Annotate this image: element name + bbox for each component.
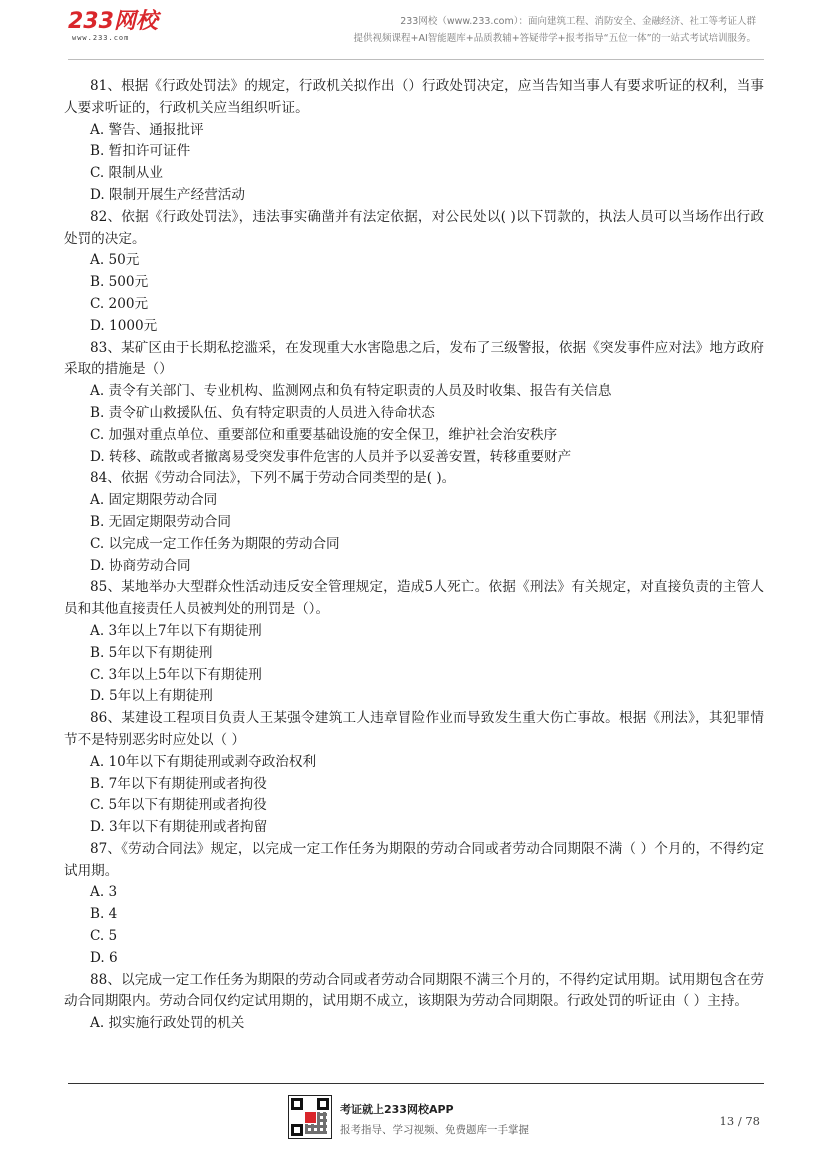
question-87 <box>64 839 764 970</box>
question-stem: 81、根据《行政处罚法》的规定，行政机关拟作出（）行政处罚决定，应当告知当事人有要求听证的权利，当事人要求听证的，行政机关应当组织听证。 <box>64 78 764 116</box>
option-a: A. 3年以上7年以下有期徒刑 <box>90 622 262 639</box>
option-c: C. 5年以下有期徒刑或者拘役 <box>90 797 267 814</box>
question-stem: 82、依据《行政处罚法》，违法事实确凿并有法定依据，对公民处以( )以下罚款的，执法人员可以当场作出行政处罚的决定。 <box>64 208 764 247</box>
option-b: B. 无固定期限劳动合同 <box>90 513 231 530</box>
option-d: D. 1000元 <box>90 317 158 334</box>
option-d: D. 6 <box>90 949 118 966</box>
brand-logo <box>68 10 158 43</box>
question-stem: 85、某地举办大型群众性活动违反安全管理规定，造成5人死亡。依据《刑法》有关规定，对直接负责的主管人员和其他直接责任人员被判处的刑罚是（）。 <box>64 579 764 618</box>
header-line-1: 233网校（www.233.com）：面向建筑工程、消防安全、金融经济、社工等考证人群 <box>400 16 756 27</box>
footer-app-title: 考证就上233网校APP <box>340 1103 454 1116</box>
option-a: A. 责令有关部门、专业机构、监测网点和负有特定职责的人员及时收集、报告有关信息 <box>90 383 612 400</box>
header-tagline <box>354 13 757 47</box>
logo-url: www.233.com <box>72 34 130 42</box>
question-list <box>64 76 764 1035</box>
option-a: A. 警告、通报批评 <box>90 121 204 138</box>
footer-app-subtitle: 报考指导、学习视频、免费题库一手掌握 <box>340 1124 529 1136</box>
option-b: B. 7年以下有期徒刑或者拘役 <box>90 775 267 792</box>
question-82 <box>64 207 764 338</box>
option-d: D. 限制开展生产经营活动 <box>90 186 245 203</box>
option-a: A. 50元 <box>90 252 140 269</box>
app-badge-icon <box>304 1111 317 1124</box>
question-stem: 83、某矿区由于长期私挖滥采，在发现重大水害隐患之后，发布了三级警报，依据《突发事件应对法》地方政府采取的措施是（） <box>64 339 764 378</box>
option-c: C. 3年以上5年以下有期徒刑 <box>90 666 262 683</box>
header-divider <box>68 59 764 60</box>
question-stem: 87、《劳动合同法》规定，以完成一定工作任务为期限的劳动合同或者劳动合同期限不满（ ）个月的，不得约定试用期。 <box>64 840 764 879</box>
question-85 <box>64 577 764 708</box>
option-d: D. 协商劳动合同 <box>90 557 191 574</box>
option-b: B. 500元 <box>90 274 149 291</box>
question-88 <box>64 970 764 1035</box>
option-d: D. 5年以上有期徒刑 <box>90 688 213 705</box>
option-c: C. 限制从业 <box>90 165 163 182</box>
option-b: B. 5年以下有期徒刑 <box>90 644 213 661</box>
qr-code-icon <box>288 1095 332 1139</box>
question-stem: 88、以完成一定工作任务为期限的劳动合同或者劳动合同期限不满三个月的，不得约定试用期。试用期包含在劳动合同期限内。劳动合同仅约定试用期的，试用期不成立，该期限为劳动合同期限。行政处罚的听证由（ ）主持。 <box>64 971 764 1010</box>
option-d: D. 转移、疏散或者撤离易受突发事件危害的人员并予以妥善安置，转移重要财产 <box>90 448 572 465</box>
logo-text: 233网校 <box>68 9 158 34</box>
option-a: A. 拟实施行政处罚的机关 <box>90 1015 245 1032</box>
page-number: 13 / 78 <box>719 1114 760 1128</box>
header-line-2: 提供视频课程+AI智能题库+品质教辅+答疑带学+报考指导“五位一体”的一站式考试培训服务。 <box>353 33 756 44</box>
option-c: C. 200元 <box>90 295 149 312</box>
option-c: C. 加强对重点单位、重要部位和重要基础设施的安全保卫，维护社会治安秩序 <box>90 426 558 443</box>
question-stem: 86、某建设工程项目负责人王某强令建筑工人违章冒险作业而导致发生重大伤亡事故。根据《刑法》，其犯罪情节不是特别恶劣时应处以（ ） <box>64 710 764 748</box>
option-b: B. 责令矿山救援队伍、负有特定职责的人员进入待命状态 <box>90 404 435 421</box>
footer-divider <box>68 1083 764 1084</box>
question-stem: 84、依据《劳动合同法》，下列不属于劳动合同类型的是( )。 <box>90 470 456 487</box>
question-84 <box>64 468 764 577</box>
option-d: D. 3年以下有期徒刑或者拘留 <box>90 819 268 836</box>
option-b: B. 4 <box>90 906 118 923</box>
option-a: A. 3 <box>90 884 118 901</box>
option-c: C. 5 <box>90 928 118 945</box>
option-b: B. 暂扣许可证件 <box>90 143 191 160</box>
question-86 <box>64 708 764 839</box>
option-a: A. 固定期限劳动合同 <box>90 492 218 509</box>
page-header <box>0 0 830 62</box>
question-81 <box>64 76 764 207</box>
option-c: C. 以完成一定工作任务为期限的劳动合同 <box>90 535 340 552</box>
question-83 <box>64 338 764 469</box>
option-a: A. 10年以下有期徒刑或剥夺政治权利 <box>90 753 317 770</box>
